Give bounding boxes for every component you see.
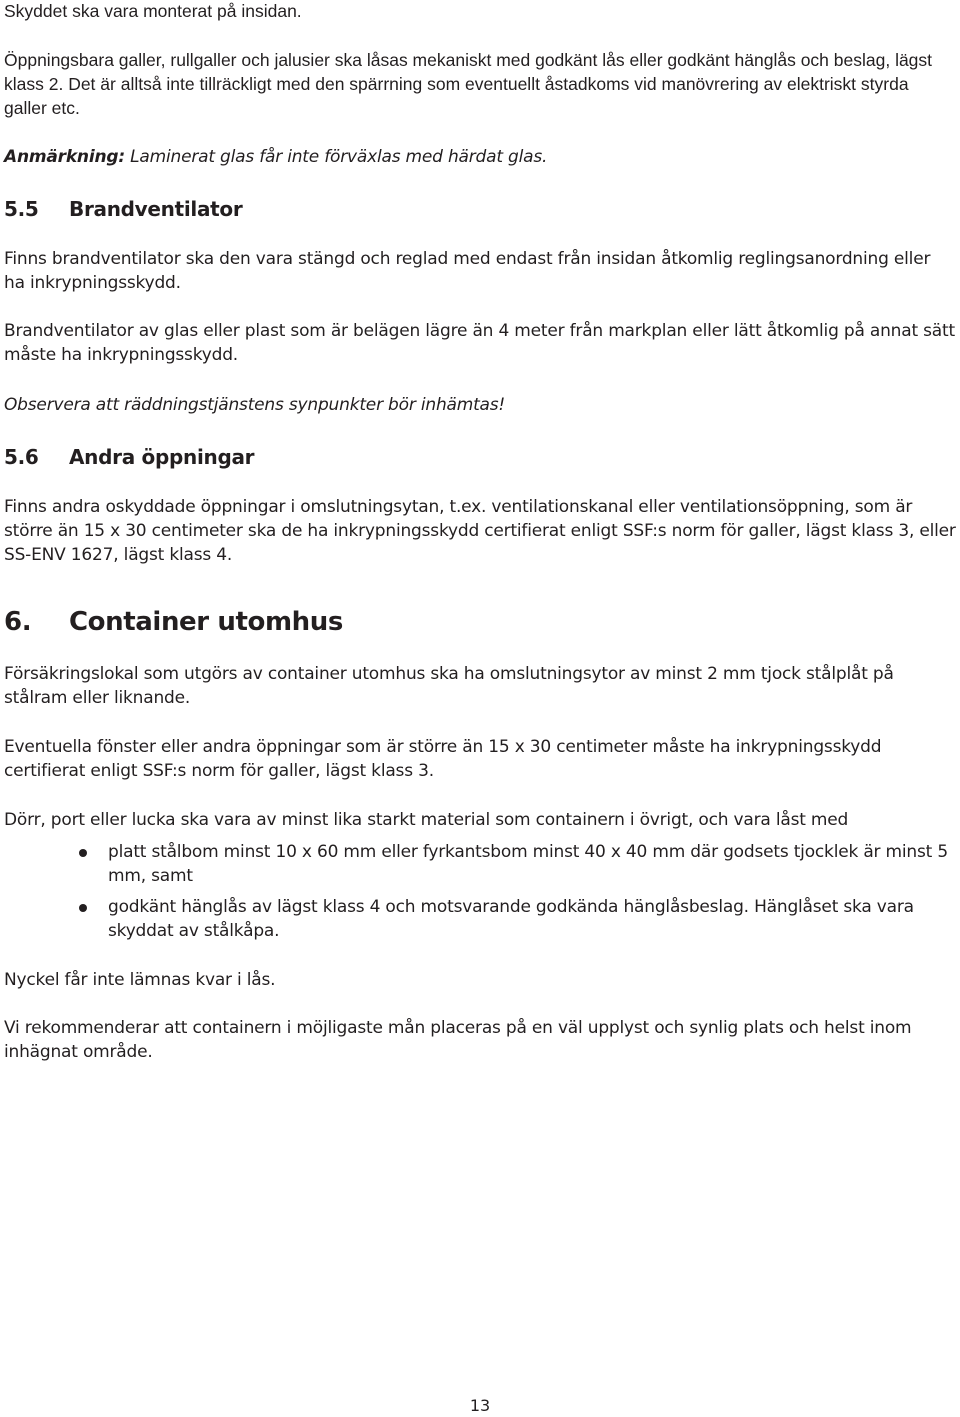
section-6-heading [4, 606, 956, 638]
list-item-text: platt stålbom minst 10 x 60 mm eller fyrkantsbom minst 40 x 40 mm där godsets tjocklek är minst 5 mm, samt [108, 842, 948, 886]
remark-text: Laminerat glas får inte förväxlas med härdat glas. [124, 147, 548, 167]
key-note: Nyckel får inte lämnas kvar i lås. [4, 970, 276, 990]
section-6-paragraph-1: Försäkringslokal som utgörs av container utomhus ska ha omslutningsytor av minst 2 mm tjock stålplåt på stålram eller liknande. [4, 664, 894, 708]
remark-label: Anmärkning: [4, 147, 125, 167]
section-5-5-paragraph-1: Finns brandventilator ska den vara stängd och reglad med endast från insidan åtkomlig reglingsanordning eller ha inkrypningsskydd. [4, 249, 931, 293]
section-5-5-paragraph-2: Brandventilator av glas eller plast som är belägen lägre än 4 meter från markplan eller lätt åtkomlig på annat sätt måste ha inkrypningsskydd. [4, 321, 955, 365]
section-5-5-title: Brandventilator [69, 197, 243, 221]
recommendation-paragraph: Vi rekommenderar att containern i möjligaste mån placeras på en väl upplyst och synlig plats och helst inom inhägnat område. [4, 1018, 912, 1062]
section-5-6-number: 5.6 [4, 445, 39, 469]
bullet-icon [79, 904, 87, 912]
remark [4, 145, 956, 169]
grilles-paragraph: Öppningsbara galler, rullgaller och jalusier ska låsas mekaniskt med godkänt lås eller godkänt hänglås och beslag, lägst klass 2. Det är alltså inte tillräckligt med den spärrning som eventuellt åstadkoms vid manövrering av elektriskt styrda galler etc. [4, 50, 933, 118]
section-6-paragraph-3: Dörr, port eller lucka ska vara av minst lika starkt material som containern i övrigt, och vara låst med [4, 810, 849, 830]
list-item [4, 895, 956, 943]
section-6-paragraph-2: Eventuella fönster eller andra öppningar som är större än 15 x 30 centimeter måste ha inkrypningsskydd certifierat enligt SSF:s norm för galler, lägst klass 3. [4, 737, 882, 781]
list-item [4, 840, 956, 888]
top-note: Skyddet ska vara monterat på insidan. [4, 1, 302, 21]
section-5-5-number: 5.5 [4, 197, 39, 221]
section-5-6-title: Andra öppningar [69, 445, 255, 469]
page-number: 13 [469, 1396, 491, 1415]
section-5-5-heading [4, 196, 956, 222]
section-5-5-note: Observera att räddningstjänstens synpunkter bör inhämtas! [4, 395, 506, 415]
list-item-text: godkänt hänglås av lägst klass 4 och motsvarande godkända hänglåsbeslag. Hänglåset ska vara skyddat av stålkåpa. [108, 897, 914, 941]
section-6-number: 6. [4, 607, 32, 637]
bullet-icon [79, 849, 87, 857]
section-6-title: Container utomhus [69, 607, 343, 637]
section-5-6-paragraph: Finns andra oskyddade öppningar i omslutningsytan, t.ex. ventilationskanal eller ventilationsöppning, som är större än 15 x 30 centimeter ska de ha inkrypningsskydd certifierat enligt SSF:s norm för galler, lägst klass 3, eller SS-ENV 1627, lägst klass 4. [4, 497, 956, 565]
section-5-6-heading [4, 444, 956, 470]
requirements-list [4, 840, 956, 943]
